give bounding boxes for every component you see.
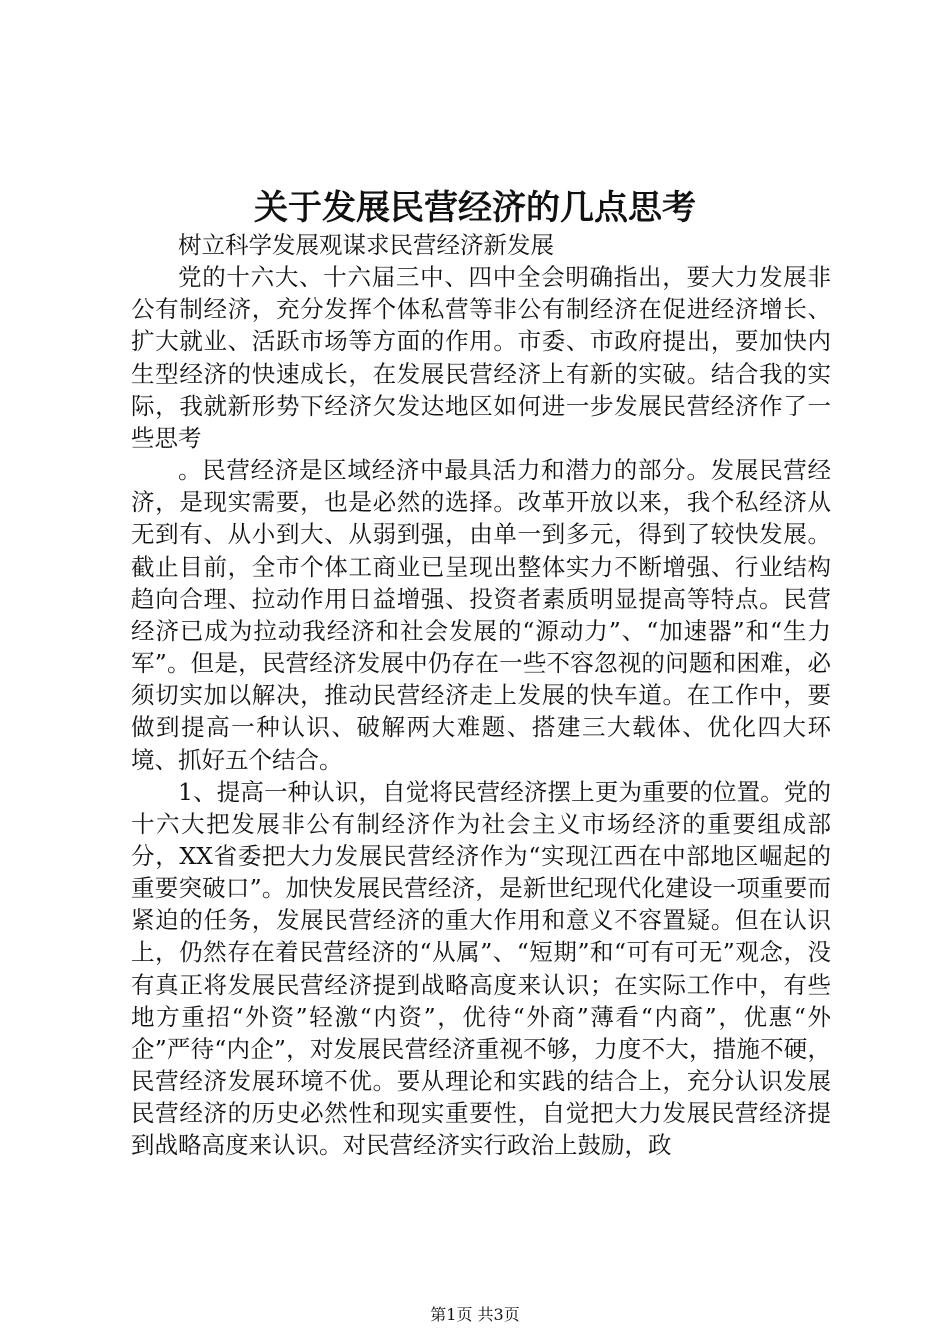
paragraph-point-1: 1、提高一种认识，自觉将民营经济摆上更为重要的位置。党的十六大把发展非公有制经济作为社会主义市场经济的重要组成部分，XX省委把大力发展民营经济作为“实现江西在中部地区崛起的重要突破口”。加快发展民营经济，是新世纪现代化建设一项重要而紧迫的任务，发展民营经济的重大作用和意义不容置疑。但在认识上，仍然存在着民营经济的“从属”、“短期”和“可有可无”观念，没有真正将发展民营经济提到战略高度来认识；在实际工作中，有些地方重招“外资”轻激“内资”，优待“外商”薄看“内商”，优惠“外企”严待“内企”，对发展民营经济重视不够，力度不大，措施不硬，民营经济发展环境不优。要从理论和实践的结合上，充分认识发展民营经济的历史必然性和现实重要性，自觉把大力发展民营经济提到战略高度来认识。对民营经济实行政治上鼓励，政	[131, 777, 831, 1160]
paragraph-subtitle: 树立科学发展观谋求民营经济新发展	[178, 231, 554, 259]
paragraph-intro: 党的十六大、十六届三中、四中全会明确指出，要大力发展非公有制经济，充分发挥个体私营等非公有制经济在促进经济增长、扩大就业、活跃市场等方面的作用。市委、市政府提出，要加快内生型经济的快速成长，在发展民营经济上有新的实破。结合我的实际，我就新形势下经济欠发达地区如何进一步发展民营经济作了一些思考	[131, 263, 831, 452]
paragraph-overview: 。民营经济是区域经济中最具活力和潜力的部分。发展民营经济，是现实需要，也是必然的选择。改革开放以来，我个私经济从无到有、从小到大、从弱到强，由单一到多元，得到了较快发展。截止目前，全市个体工商业已呈现出整体实力不断增强、行业结构趋向合理、拉动作用日益增强、投资者素质明显提高等特点。民营经济已成为拉动我经济和社会发展的“源动力”、“加速器”和“生力军”。但是，民营经济发展中仍存在一些不容忽视的问题和困难，必须切实加以解决，推动民营经济走上发展的快车道。在工作中，要做到提高一种认识、破解两大难题、搭建三大载体、优化四大环境、抓好五个结合。	[131, 456, 831, 774]
document-title: 关于发展民营经济的几点思考	[254, 188, 696, 228]
page-footer: 第1页 共3页	[430, 1305, 520, 1324]
document-body	[131, 229, 831, 1162]
